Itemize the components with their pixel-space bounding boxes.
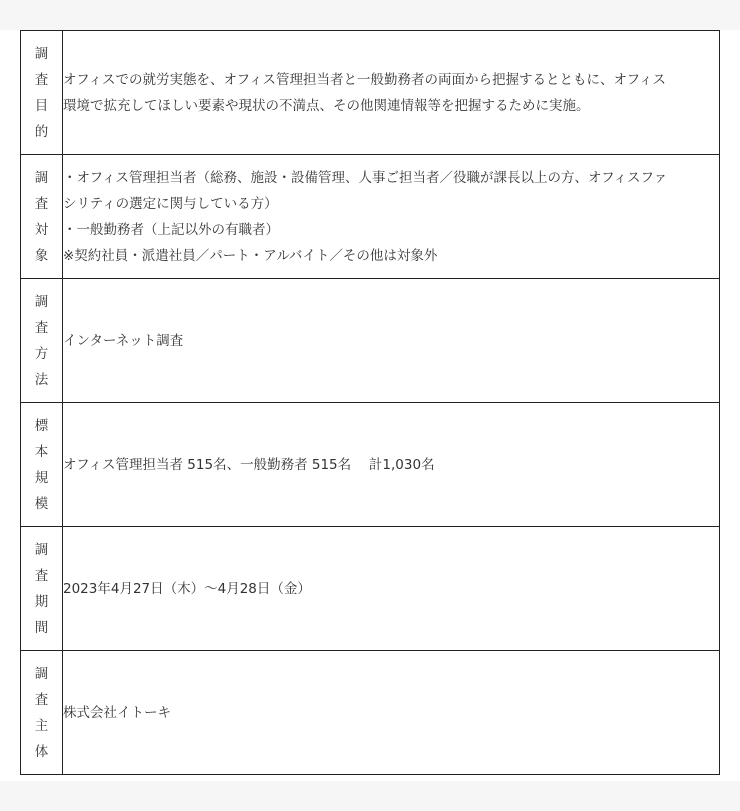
label-char: 調 (34, 45, 49, 62)
row-value-sample-size (63, 403, 720, 527)
row-value-method (63, 279, 720, 403)
label-char: 査 (34, 195, 49, 212)
table-row-organizer (21, 651, 720, 775)
table-row-period (21, 527, 720, 651)
label-char: 調 (34, 541, 49, 558)
value-line: オフィスでの就労実態を、オフィス管理担当者と一般勤務者の両面から把握するとともに、オフィス (63, 71, 667, 88)
row-label-purpose (21, 31, 63, 155)
label-char: 目 (34, 97, 49, 114)
label-char: 方 (34, 345, 49, 362)
row-label-organizer (21, 651, 63, 775)
label-char: 規 (34, 469, 49, 486)
row-label-sample-size (21, 403, 63, 527)
label-char: 模 (34, 495, 49, 512)
label-char: 期 (34, 593, 49, 610)
value-line: シリティの選定に関与している方） (63, 195, 278, 212)
survey-overview-table (20, 30, 720, 775)
value-line: 2023年4月27日（木）～4月28日（金） (63, 580, 311, 597)
label-char: 調 (34, 665, 49, 682)
row-label-target (21, 155, 63, 279)
row-label-period (21, 527, 63, 651)
label-char: 調 (34, 293, 49, 310)
row-value-purpose (63, 31, 720, 155)
table-row-sample-size (21, 403, 720, 527)
value-line: インターネット調査 (63, 332, 184, 349)
value-line: 株式会社イトーキ (63, 704, 171, 721)
label-char: 的 (34, 123, 49, 140)
value-line: オフィス管理担当者 515名、一般勤務者 515名 計1,030名 (63, 456, 435, 473)
label-char: 象 (34, 247, 49, 264)
label-char: 査 (34, 71, 49, 88)
label-char: 本 (34, 443, 49, 460)
label-char: 間 (34, 619, 49, 636)
table-row-method (21, 279, 720, 403)
row-value-period (63, 527, 720, 651)
row-value-target (63, 155, 720, 279)
label-char: 体 (34, 743, 49, 760)
table-row-target (21, 155, 720, 279)
label-char: 調 (34, 169, 49, 186)
label-char: 法 (34, 371, 49, 388)
label-char: 査 (34, 691, 49, 708)
value-line: 環境で拡充してほしい要素や現状の不満点、その他関連情報等を把握するために実施。 (63, 97, 590, 114)
value-line: ・オフィス管理担当者（総務、施設・設備管理、人事ご担当者／役職が課長以上の方、オフィスファ (63, 169, 668, 186)
label-char: 査 (34, 319, 49, 336)
row-label-method (21, 279, 63, 403)
table-row-purpose (21, 31, 720, 155)
label-char: 査 (34, 567, 49, 584)
label-char: 標 (34, 417, 49, 434)
label-char: 主 (34, 717, 49, 734)
row-value-organizer (63, 651, 720, 775)
value-line: ・一般勤務者（上記以外の有職者） (63, 221, 279, 238)
label-char: 対 (34, 221, 49, 238)
value-line: ※契約社員・派遣社員／パート・アルバイト／その他は対象外 (63, 247, 438, 264)
